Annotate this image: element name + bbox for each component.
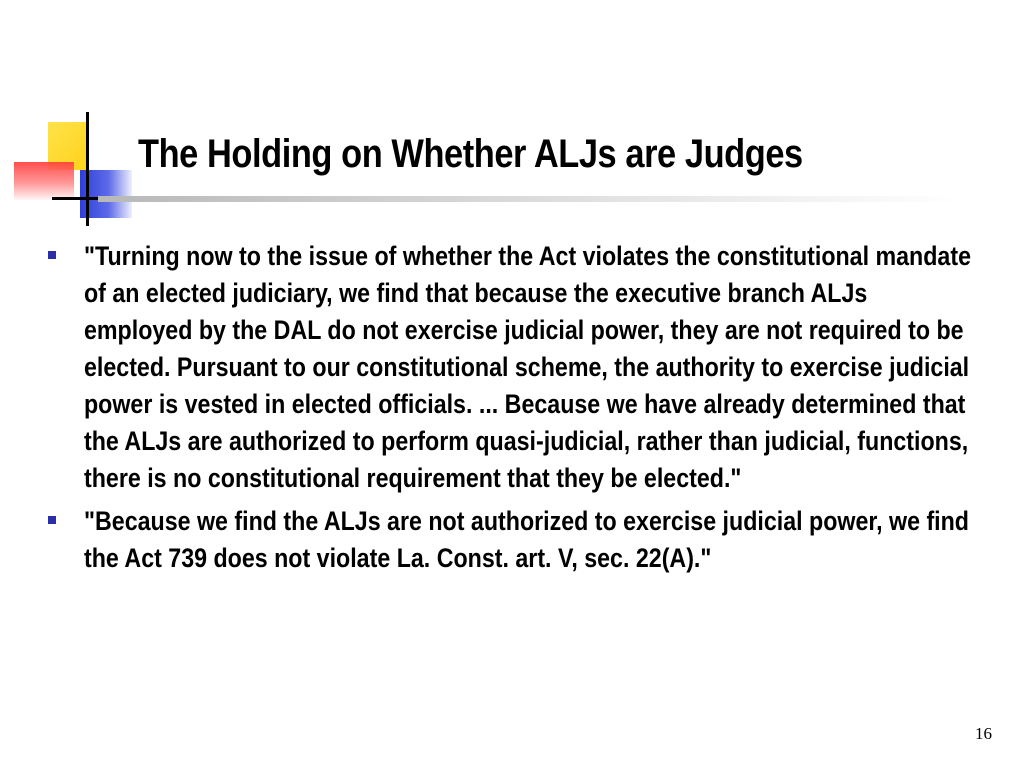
title-underline-rule (98, 196, 958, 202)
square-bullet-icon (48, 516, 56, 524)
logo-vertical-line (86, 112, 89, 226)
bullet-list (40, 238, 990, 583)
logo-red-square (14, 162, 74, 200)
page-number: 16 (975, 724, 992, 743)
slide-title: The Holding on Whether ALJs are Judges (138, 132, 803, 176)
bullet-item (40, 503, 990, 577)
bullet-text: "Because we find the ALJs are not authorized to exercise judicial power, we find the Act 739 does not violate La. Const. art. V, sec. 22(A)." (84, 506, 969, 573)
bullet-text: "Turning now to the issue of whether the Act violates the constitutional mandate of an elected judiciary, we find that because the executive branch ALJs employed by the DAL do not exercise judicial power, they are not required to be elected. Pursuant to our constitutional scheme, the authority to exercise judicial power is vested in elected officials. ... Because we have already determined that the ALJs are authorized to perform quasi-judicial, rather than judicial, functions, there is no constitutional requirement that they be elected." (84, 241, 971, 493)
logo-horizontal-line (52, 197, 102, 200)
bullet-item (40, 238, 990, 497)
square-bullet-icon (48, 251, 56, 259)
